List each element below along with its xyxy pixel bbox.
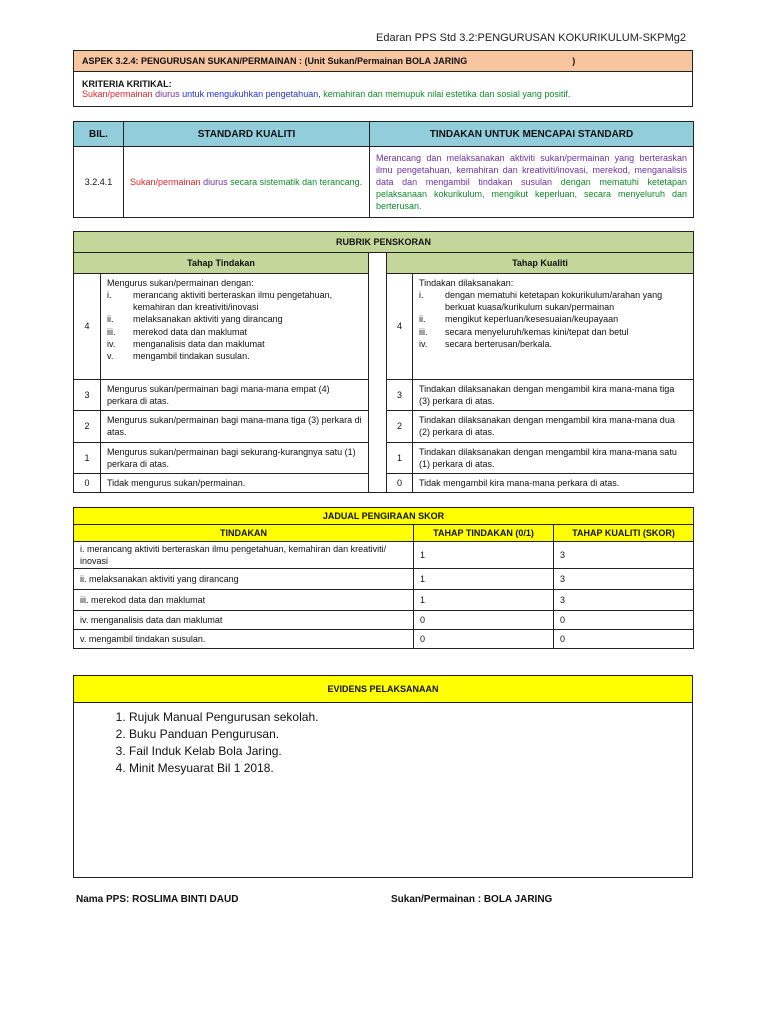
skor-row: [74, 630, 694, 649]
skor-row: [74, 590, 694, 611]
skor-tindakan-cell: ii. melaksanakan aktiviti yang dirancang: [74, 569, 414, 590]
tindakan-1-text: Mengurus sukan/permainan bagi sekurang-kurangnya satu (1) perkara di atas.: [101, 442, 369, 473]
rubrik-gap: [369, 253, 387, 493]
kualiti-3-text: Tindakan dilaksanakan dengan mengambil kira mana-mana tiga (3) perkara di atas.: [413, 380, 694, 411]
skor-tahap-tindakan-value: 0: [414, 630, 554, 649]
rubrik-head-kualiti: Tahap Kualiti: [387, 253, 694, 274]
skor-tindakan-cell: iii. merekod data dan maklumat: [74, 590, 414, 611]
skor-row: [74, 569, 694, 590]
skor-tahap-kualiti-value: 0: [554, 611, 694, 630]
kualiti-4-item: iii. secara menyeluruh/kemas kini/tepat dan betul: [419, 326, 629, 337]
rubrik-table: [73, 231, 694, 493]
evidens-item: 2. Buku Panduan Pengurusan.: [129, 726, 692, 743]
skor-tahap-kualiti-value: 3: [554, 569, 694, 590]
skor-tahap-kualiti-value: 3: [554, 590, 694, 611]
tindakan-4-item: iii. merekod data dan maklumat: [107, 326, 248, 337]
rubrik-title: RUBRIK PENSKORAN: [74, 232, 694, 253]
tindakan-4-item: v. mengambil tindakan susulan.: [107, 350, 250, 361]
score-2-kualiti: 2: [387, 411, 413, 442]
skor-tahap-tindakan-value: 1: [414, 590, 554, 611]
standard-table: [73, 121, 694, 218]
skor-head-tahap-kualiti: TAHAP KUALITI (SKOR): [554, 525, 694, 542]
skor-head-tahap-tindakan: TAHAP TINDAKAN (0/1): [414, 525, 554, 542]
tindakan-4-text: Mengurus sukan/permainan dengan: i. merancang aktiviti berteraskan ilmu pengetahuan, kemahiran dan kreativiti/inovasi ii. melaksanakan aktiviti yang dirancang iii. merekod data dan maklumat iv. menganalisis data dan maklumat v. mengambil tindakan susulan.: [101, 274, 369, 380]
standard-bil: 3.2.4.1: [74, 147, 124, 218]
score-0-kualiti: 0: [387, 473, 413, 492]
evidens-box: [73, 675, 693, 878]
evidens-item: 1. Rujuk Manual Pengurusan sekolah.: [129, 709, 692, 726]
skor-tahap-kualiti-value: 3: [554, 542, 694, 569]
score-3-kualiti: 3: [387, 380, 413, 411]
tindakan-2-text: Mengurus sukan/permainan bagi mana-mana tiga (3) perkara di atas.: [101, 411, 369, 442]
score-1-tindakan: 1: [74, 442, 101, 473]
kualiti-0-text: Tidak mengambil kira mana-mana perkara di atas.: [413, 473, 694, 492]
header-tindakan: TINDAKAN UNTUK MENCAPAI STANDARD: [370, 122, 694, 147]
score-2-tindakan: 2: [74, 411, 101, 442]
header-standard-kualiti: STANDARD KUALITI: [124, 122, 370, 147]
kualiti-4-item: iv. secara berterusan/berkala.: [419, 338, 553, 349]
skor-table: [73, 507, 694, 649]
kriteria-kritikal: KRITERIA KRITIKAL: Sukan/permainan diurus untuk mengukuhkan pengetahuan, kemahiran dan memupuk nilai estetika dan sosial yang positif.: [74, 72, 693, 107]
skor-tahap-tindakan-value: 1: [414, 569, 554, 590]
tindakan-4-item: i. merancang aktiviti berteraskan ilmu pengetahuan, kemahiran dan kreativiti/inovasi: [107, 290, 333, 313]
skor-tindakan-cell: iv. menganalisis data dan maklumat: [74, 611, 414, 630]
skor-row: [74, 542, 694, 569]
kriteria-label: KRITERIA KRITIKAL:: [82, 79, 172, 89]
skor-tahap-kualiti-value: 0: [554, 630, 694, 649]
aspek-title: ASPEK 3.2.4: PENGURUSAN SUKAN/PERMAINAN : (Unit Sukan/Permainan BOLA JARING ): [74, 51, 693, 72]
kualiti-1-text: Tindakan dilaksanakan dengan mengambil kira mana-mana satu (1) perkara di atas.: [413, 442, 694, 473]
evidens-title: EVIDENS PELAKSANAAN: [74, 676, 693, 703]
kualiti-4-item: ii. mengikut keperluan/kesesuaian/keupayaan: [419, 314, 619, 325]
footer-nama-pps: Nama PPS: ROSLIMA BINTI DAUD: [76, 894, 239, 905]
skor-tahap-tindakan-value: 0: [414, 611, 554, 630]
tindakan-text: Merancang dan melaksanakan aktiviti sukan/permainan yang berteraskan ilmu pengetahuan, kemahiran dan kreativiti/inovasi, merekod, menganalisis data dan mengambil tindakan susulan dengan mematuhi ketetapan pelaksanaan kokurikulum, mengikut keperluan, secara menyeluruh dan berterusan.: [370, 147, 694, 218]
tindakan-3-text: Mengurus sukan/permainan bagi mana-mana empat (4) perkara di atas.: [101, 380, 369, 411]
evidens-item: 4. Minit Mesyuarat Bil 1 2018.: [129, 760, 692, 777]
header-bil: BIL.: [74, 122, 124, 147]
kualiti-4-text: Tindakan dilaksanakan: i. dengan mematuhi ketetapan kokurikulum/arahan yang berkuat kuasa/kurikulum sukan/permainan ii. mengikut keperluan/kesesuaian/keupayaan iii. secara menyeluruh/kemas kini/tepat dan betul iv. secara berterusan/berkala.: [413, 274, 694, 380]
skor-tindakan-cell: v. mengambil tindakan susulan.: [74, 630, 414, 649]
score-0-tindakan: 0: [74, 473, 101, 492]
kualiti-2-text: Tindakan dilaksanakan dengan mengambil kira mana-mana dua (2) perkara di atas.: [413, 411, 694, 442]
aspek-box: [73, 50, 693, 107]
skor-tahap-tindakan-value: 1: [414, 542, 554, 569]
skor-title: JADUAL PENGIRAAN SKOR: [74, 508, 694, 525]
tindakan-4-item: iv. menganalisis data dan maklumat: [107, 338, 265, 349]
score-3-tindakan: 3: [74, 380, 101, 411]
score-1-kualiti: 1: [387, 442, 413, 473]
skor-head-tindakan: TINDAKAN: [74, 525, 414, 542]
score-4-kualiti: 4: [387, 274, 413, 380]
tindakan-0-text: Tidak mengurus sukan/permainan.: [101, 473, 369, 492]
tindakan-4-item: ii. melaksanakan aktiviti yang dirancang: [107, 314, 283, 325]
skor-row: [74, 611, 694, 630]
evidens-item: 3. Fail Induk Kelab Bola Jaring.: [129, 743, 692, 760]
evidens-content: [74, 703, 693, 878]
document-reference: Edaran PPS Std 3.2:PENGURUSAN KOKURIKULUM-SKPMg2: [376, 32, 686, 44]
rubrik-head-tindakan: Tahap Tindakan: [74, 253, 369, 274]
standard-kualiti-text: Sukan/permainan diurus secara sistematik dan terancang.: [124, 147, 370, 218]
footer-sukan: Sukan/Permainan : BOLA JARING: [391, 894, 553, 905]
skor-tindakan-cell: i. merancang aktiviti berteraskan ilmu pengetahuan, kemahiran dan kreativiti/ inovasi: [74, 542, 414, 569]
score-4-tindakan: 4: [74, 274, 101, 380]
kualiti-4-item: i. dengan mematuhi ketetapan kokurikulum/arahan yang berkuat kuasa/kurikulum sukan/permainan: [419, 290, 663, 313]
